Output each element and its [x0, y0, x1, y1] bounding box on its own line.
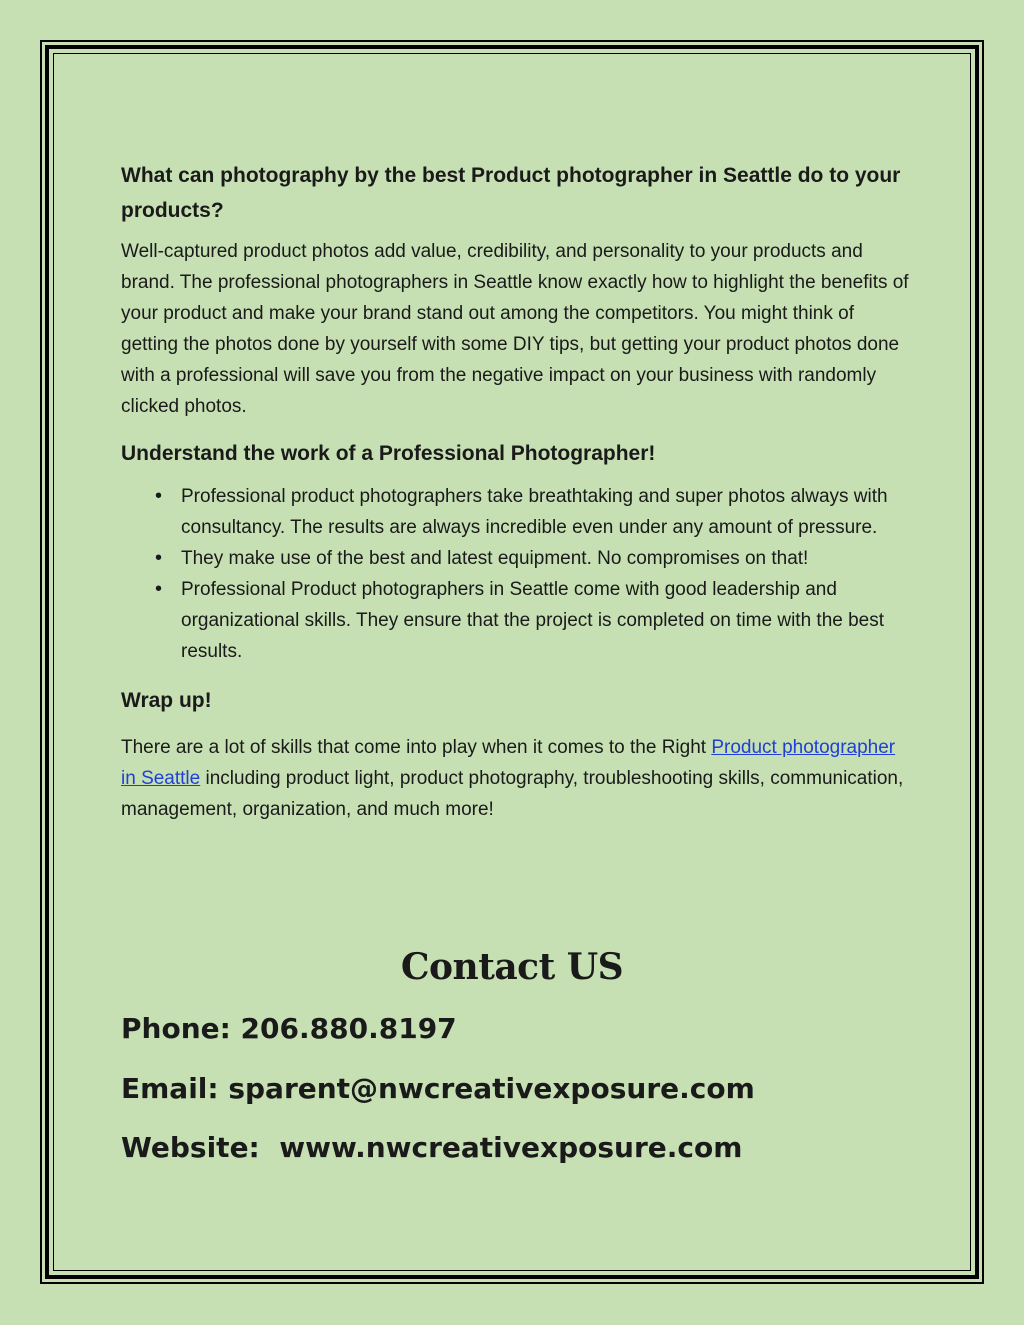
article: [121, 158, 911, 825]
section-heading: Understand the work of a Professional Photographer!: [121, 442, 656, 465]
contact-email: Email: sparent@nwcreativexposure.com: [121, 1072, 755, 1105]
list-item: • Professional product photographers take breathtaking and super photos always with consultancy. The results are always incredible even under any amount of pressure.: [121, 481, 911, 543]
intro-paragraph: Well-captured product photos add value, credibility, and personality to your products and brand. The professional photographers in Seattle know exactly how to highlight the benefits of your product and make your brand stand out among the competitors. You might think of getting the photos done by yourself with some DIY tips, but getting your product photos done with a professional will save you from the negative impact on your business with randomly clicked photos.: [121, 241, 909, 417]
contact-website: Website: www.nwcreativexposure.com: [121, 1131, 743, 1164]
list-item: • Professional Product photographers in Seattle come with good leadership and organizational skills. They ensure that the project is completed on time with the best results.: [121, 574, 911, 667]
bullet-list: [121, 481, 911, 667]
contact-title: Contact US: [400, 946, 624, 988]
product-photographer-link[interactable]: Product photographer in Seattle: [121, 737, 896, 789]
list-item: • They make use of the best and latest equipment. No compromises on that!: [121, 543, 911, 574]
wrap-up-heading: Wrap up!: [121, 689, 212, 712]
wrap-up-paragraph: [121, 732, 911, 825]
contact-phone: Phone: 206.880.8197: [121, 1012, 457, 1045]
article-title: What can photography by the best Product photographer in Seattle do to your products?: [121, 164, 901, 222]
wrap-up-text-after: including product light, product photography, troubleshooting skills, communication, management, organization, and much more!: [121, 768, 904, 820]
wrap-up-text-before: There are a lot of skills that come into play when it comes to the Right: [121, 737, 712, 758]
